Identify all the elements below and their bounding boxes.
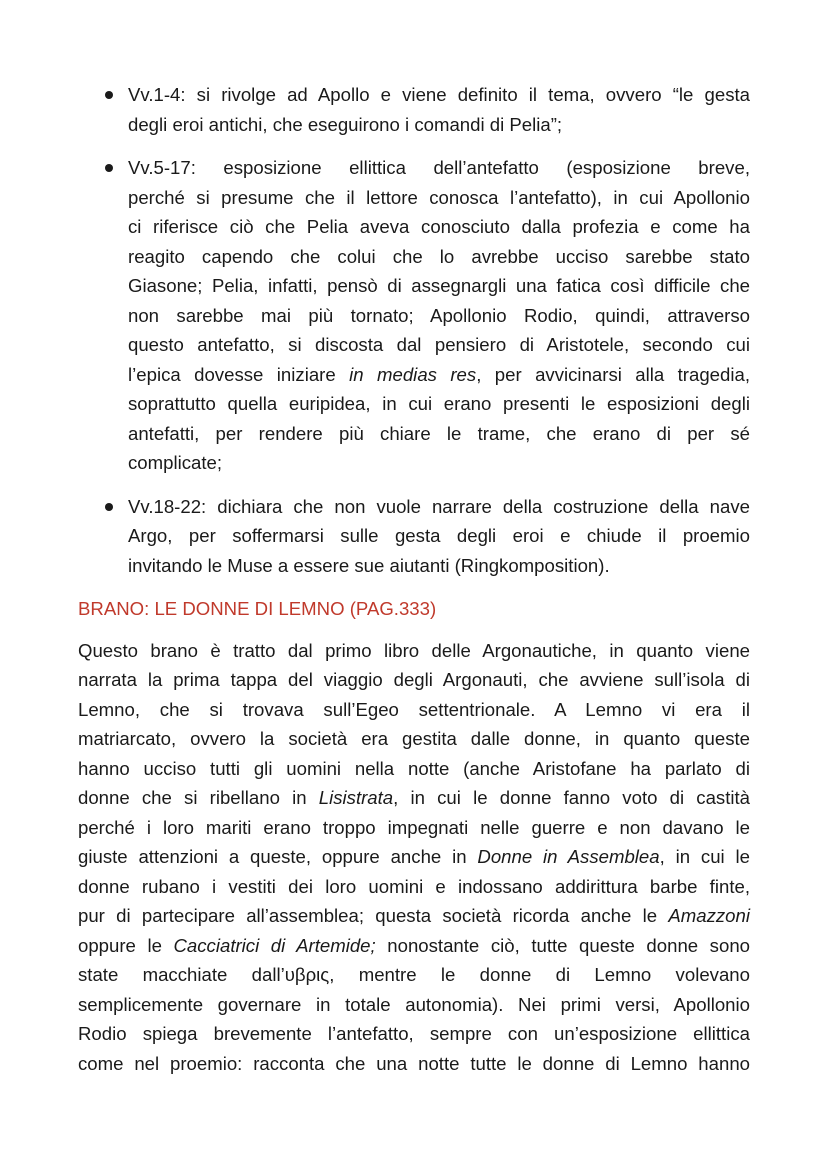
section-heading: BRANO: LE DONNE DI LEMNO (PAG.333) (78, 598, 437, 619)
text-line: state macchiate dall’υβρις, mentre le donne di Lemno volevano (78, 964, 750, 985)
text-line: Argo, per soffermarsi sulle gesta degli eroi e chiude il proemio (128, 525, 750, 546)
bullet-icon (105, 91, 113, 99)
text-segment: , in cui le (659, 846, 750, 867)
text-line: come nel proemio: racconta che una notte tutte le donne di Lemno hanno (78, 1052, 750, 1074)
text-segment: giuste attenzioni a queste, oppure anche in (78, 846, 478, 867)
text-segment: l’epica dovesse iniziare (128, 363, 350, 385)
text-line: semplicemente governare in totale autonomia). Nei primi versi, Apollonio (78, 993, 750, 1015)
page-content (78, 80, 750, 1078)
text-line: soprattutto quella euripidea, in cui erano presenti le esposizioni degli (128, 393, 750, 414)
text-line: reagito capendo che colui che lo avrebbe ucciso sarebbe stato (128, 245, 750, 267)
text-line: degli eroi antichi, che eseguirono i comandi di Pelia”; (128, 113, 563, 135)
text-line: perché i loro mariti erano troppo impegnati nelle guerre e non davano le (78, 816, 750, 838)
text-segment: donne che si ribellano in (78, 787, 319, 808)
text-line: ci riferisce ciò che Pelia aveva conosciuto dalla profezia e come ha (128, 216, 750, 237)
text-line: Vv.1-4: si rivolge ad Apollo e viene definito il tema, ovvero “le gesta (128, 84, 750, 105)
text-segment: oppure le (78, 934, 174, 956)
text-line: donne rubano i vestiti dei loro uomini e indossano addirittura barbe finte, (78, 875, 750, 897)
text-line (128, 360, 750, 390)
text-line: complicate; (128, 452, 223, 473)
text-line: non sarebbe mai più tornato; Apollonio Rodio, quindi, attraverso (128, 304, 750, 326)
text-line: Questo brano è tratto dal primo libro delle Argonautiche, in quanto viene (78, 639, 750, 661)
italic-text: Lisistrata (318, 787, 394, 808)
text-segment: , in cui le donne fanno voto di castità (393, 787, 751, 808)
text-line: narrata la prima tappa del viaggio degli Argonauti, che avviene sull’isola di (78, 669, 750, 690)
text-line: Vv.5-17: esposizione ellittica dell’antefatto (esposizione breve, (128, 157, 750, 178)
text-line: perché si presume che il lettore conosca l’antefatto), in cui Apollonio (128, 186, 750, 208)
text-line: Rodio spiega brevemente l’antefatto, sempre con un’esposizione ellittica (78, 1023, 750, 1044)
text-line: antefatti, per rendere più chiare le trame, che erano di per sé (128, 422, 750, 444)
text-line: questo antefatto, si discosta dal pensiero di Aristotele, secondo cui (128, 334, 750, 355)
bullet-icon (105, 164, 113, 172)
italic-text: Cacciatrici di Artemide; (173, 934, 376, 956)
text-line: invitando le Muse a essere sue aiutanti (Ringkomposition). (128, 554, 610, 576)
text-line (78, 842, 750, 872)
bullet-icon (105, 503, 113, 511)
text-line: Lemno, che si trovava sull’Egeo settentrionale. A Lemno vi era il (78, 698, 750, 720)
text-line: hanno ucciso tutti gli uomini nella notte (anche Aristofane ha parlato di (78, 757, 750, 779)
text-segment: nonostante ciò, tutte queste donne sono (375, 934, 751, 956)
text-line: Vv.18-22: dichiara che non vuole narrare della costruzione della nave (128, 495, 750, 517)
text-line (78, 783, 750, 813)
bullet-list (78, 80, 750, 580)
text-segment: , per avvicinarsi alla tragedia, (476, 363, 750, 385)
text-line (78, 931, 750, 961)
text-segment: pur di partecipare all’assemblea; questa società ricorda anche le (78, 905, 669, 926)
italic-text: Amazzoni (668, 905, 750, 926)
text-line: matriarcato, ovvero la società era gestita dalle donne, in quanto queste (78, 728, 750, 749)
bullet-item (78, 80, 750, 139)
italic-text: Donne in Assemblea (477, 846, 660, 867)
body-paragraph (78, 636, 750, 1079)
bullet-item (78, 492, 750, 581)
text-line: Giasone; Pelia, infatti, pensò di assegnargli una fatica così difficile che (128, 275, 750, 296)
bullet-item (78, 153, 750, 478)
italic-text: in medias res (349, 363, 477, 385)
text-line (78, 901, 750, 931)
